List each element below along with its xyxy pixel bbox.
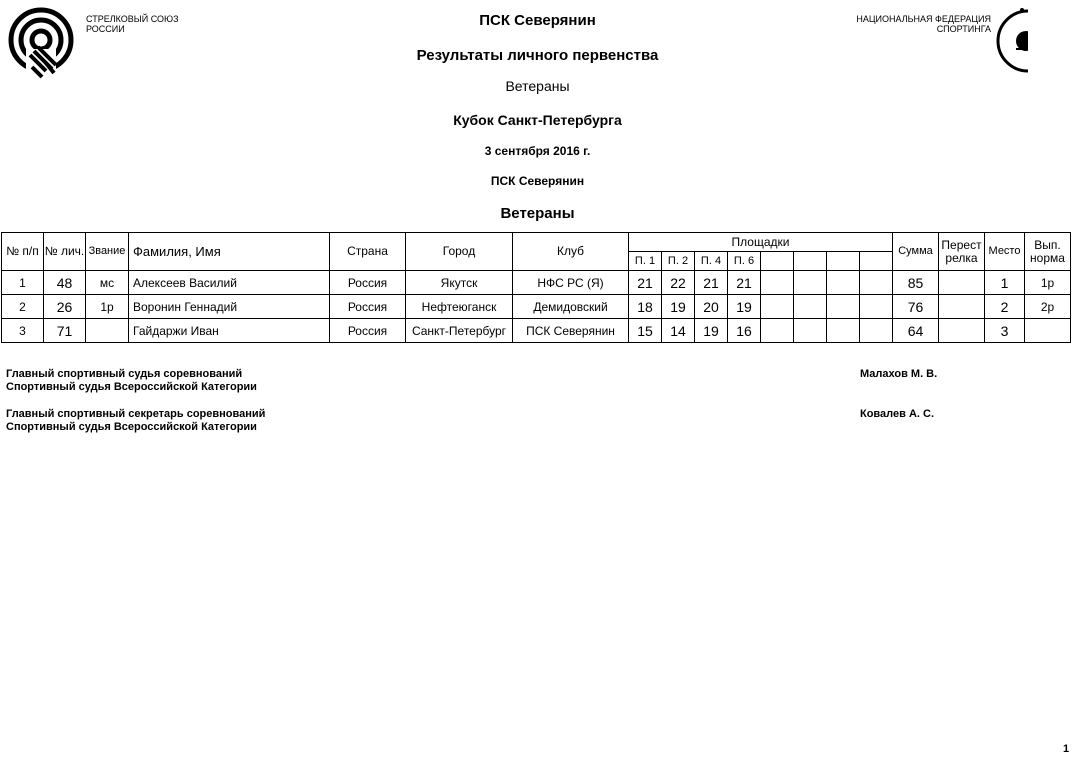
signature-2-role: Главный спортивный секретарь соревнований bbox=[6, 408, 266, 420]
cell-empty bbox=[860, 271, 893, 295]
col-header-place: Место bbox=[985, 233, 1025, 271]
cell-shootoff bbox=[939, 271, 985, 295]
org-left-line-1: СТРЕЛКОВЫЙ СОЮЗ bbox=[86, 14, 179, 24]
signature-1-name: Малахов М. В. bbox=[860, 368, 938, 380]
cell-num: 3 bbox=[2, 319, 44, 343]
club-heading: ПСК Северянин bbox=[479, 12, 596, 29]
cell-empty bbox=[794, 319, 827, 343]
cell-empty bbox=[860, 295, 893, 319]
cell-p1: 21 bbox=[629, 271, 662, 295]
cell-place: 2 bbox=[985, 295, 1025, 319]
cell-name: Алексеев Василий bbox=[129, 271, 330, 295]
cell-norm: 2р bbox=[1025, 295, 1071, 319]
cell-rank bbox=[86, 319, 129, 343]
table-row bbox=[2, 271, 1071, 295]
cell-city: Санкт-Петербург bbox=[406, 319, 513, 343]
table-row bbox=[2, 295, 1071, 319]
cell-empty bbox=[827, 271, 860, 295]
cell-name: Гайдаржи Иван bbox=[129, 319, 330, 343]
signature-1-role: Главный спортивный судья соревнований bbox=[6, 368, 243, 380]
cell-p2: 14 bbox=[662, 319, 695, 343]
cell-city: Нефтеюганск bbox=[406, 295, 513, 319]
org-right-line-2: СПОРТИНГА bbox=[936, 24, 991, 34]
cell-rank: 1р bbox=[86, 295, 129, 319]
date-heading: 3 сентября 2016 г. bbox=[484, 144, 591, 158]
cell-lic: 48 bbox=[44, 271, 86, 295]
col-header-empty-4 bbox=[860, 252, 893, 271]
cell-name: Воронин Геннадий bbox=[129, 295, 330, 319]
cell-sum: 76 bbox=[893, 295, 939, 319]
cell-empty bbox=[827, 295, 860, 319]
cup-heading: Кубок Санкт-Петербурга bbox=[453, 112, 622, 128]
category-heading: Ветераны bbox=[505, 78, 570, 94]
cell-club: ПСК Северянин bbox=[513, 319, 629, 343]
col-header-empty-3 bbox=[827, 252, 860, 271]
cell-shootoff bbox=[939, 319, 985, 343]
table-row bbox=[2, 319, 1071, 343]
signature-2-category: Спортивный судья Всероссийской Категории bbox=[6, 421, 257, 433]
col-header-country: Страна bbox=[330, 233, 406, 271]
cell-country: Россия bbox=[330, 295, 406, 319]
page-number: 1 bbox=[1063, 743, 1070, 755]
cell-empty bbox=[860, 319, 893, 343]
cell-p4: 19 bbox=[695, 319, 728, 343]
cell-sum: 85 bbox=[893, 271, 939, 295]
org-left-line-2: РОССИИ bbox=[86, 24, 125, 34]
cell-p2: 22 bbox=[662, 271, 695, 295]
cell-country: Россия bbox=[330, 319, 406, 343]
cell-p6: 21 bbox=[728, 271, 761, 295]
cell-shootoff bbox=[939, 295, 985, 319]
col-header-rank: Звание bbox=[86, 233, 129, 271]
cell-rank: мс bbox=[86, 271, 129, 295]
category-subheading: Ветераны bbox=[500, 205, 575, 222]
cell-p6: 19 bbox=[728, 295, 761, 319]
signature-2-name: Ковалев А. С. bbox=[860, 408, 935, 420]
col-header-platforms: Площадки bbox=[629, 233, 893, 252]
cell-lic: 26 bbox=[44, 295, 86, 319]
col-header-club: Клуб bbox=[513, 233, 629, 271]
cell-p6: 16 bbox=[728, 319, 761, 343]
col-header-p4: П. 4 bbox=[695, 252, 728, 271]
cell-club: Демидовский bbox=[513, 295, 629, 319]
club-subheading: ПСК Северянин bbox=[490, 174, 585, 188]
col-header-norm: Вып. норма bbox=[1025, 233, 1071, 271]
cell-sum: 64 bbox=[893, 319, 939, 343]
cell-place: 3 bbox=[985, 319, 1025, 343]
col-header-p2: П. 2 bbox=[662, 252, 695, 271]
cell-p4: 20 bbox=[695, 295, 728, 319]
cell-num: 1 bbox=[2, 271, 44, 295]
cell-empty bbox=[794, 295, 827, 319]
col-header-shootoff: Перестрелка bbox=[939, 233, 985, 271]
cell-empty bbox=[761, 295, 794, 319]
cell-empty bbox=[761, 271, 794, 295]
cell-p1: 15 bbox=[629, 319, 662, 343]
cell-empty bbox=[827, 319, 860, 343]
cell-p1: 18 bbox=[629, 295, 662, 319]
col-header-empty-2 bbox=[794, 252, 827, 271]
col-header-sum: Сумма bbox=[893, 233, 939, 271]
col-header-p6: П. 6 bbox=[728, 252, 761, 271]
cell-num: 2 bbox=[2, 295, 44, 319]
cell-lic: 71 bbox=[44, 319, 86, 343]
cell-norm: 1р bbox=[1025, 271, 1071, 295]
col-header-name: Фамилия, Имя bbox=[129, 233, 330, 271]
org-right-line-1: НАЦИОНАЛЬНАЯ ФЕДЕРАЦИЯ bbox=[856, 14, 991, 24]
cell-empty bbox=[794, 271, 827, 295]
signature-1-category: Спортивный судья Всероссийской Категории bbox=[6, 381, 257, 393]
col-header-lic: № лич. bbox=[44, 233, 86, 271]
cell-place: 1 bbox=[985, 271, 1025, 295]
results-table bbox=[1, 232, 1071, 343]
cell-club: НФС РС (Я) bbox=[513, 271, 629, 295]
col-header-num: № п/п bbox=[2, 233, 44, 271]
cell-norm bbox=[1025, 319, 1071, 343]
cell-p4: 21 bbox=[695, 271, 728, 295]
cell-country: Россия bbox=[330, 271, 406, 295]
page-title: Результаты личного первенства bbox=[416, 47, 659, 64]
col-header-city: Город bbox=[406, 233, 513, 271]
cell-empty bbox=[761, 319, 794, 343]
col-header-p1: П. 1 bbox=[629, 252, 662, 271]
cell-p2: 19 bbox=[662, 295, 695, 319]
cell-city: Якутск bbox=[406, 271, 513, 295]
col-header-empty-1 bbox=[761, 252, 794, 271]
